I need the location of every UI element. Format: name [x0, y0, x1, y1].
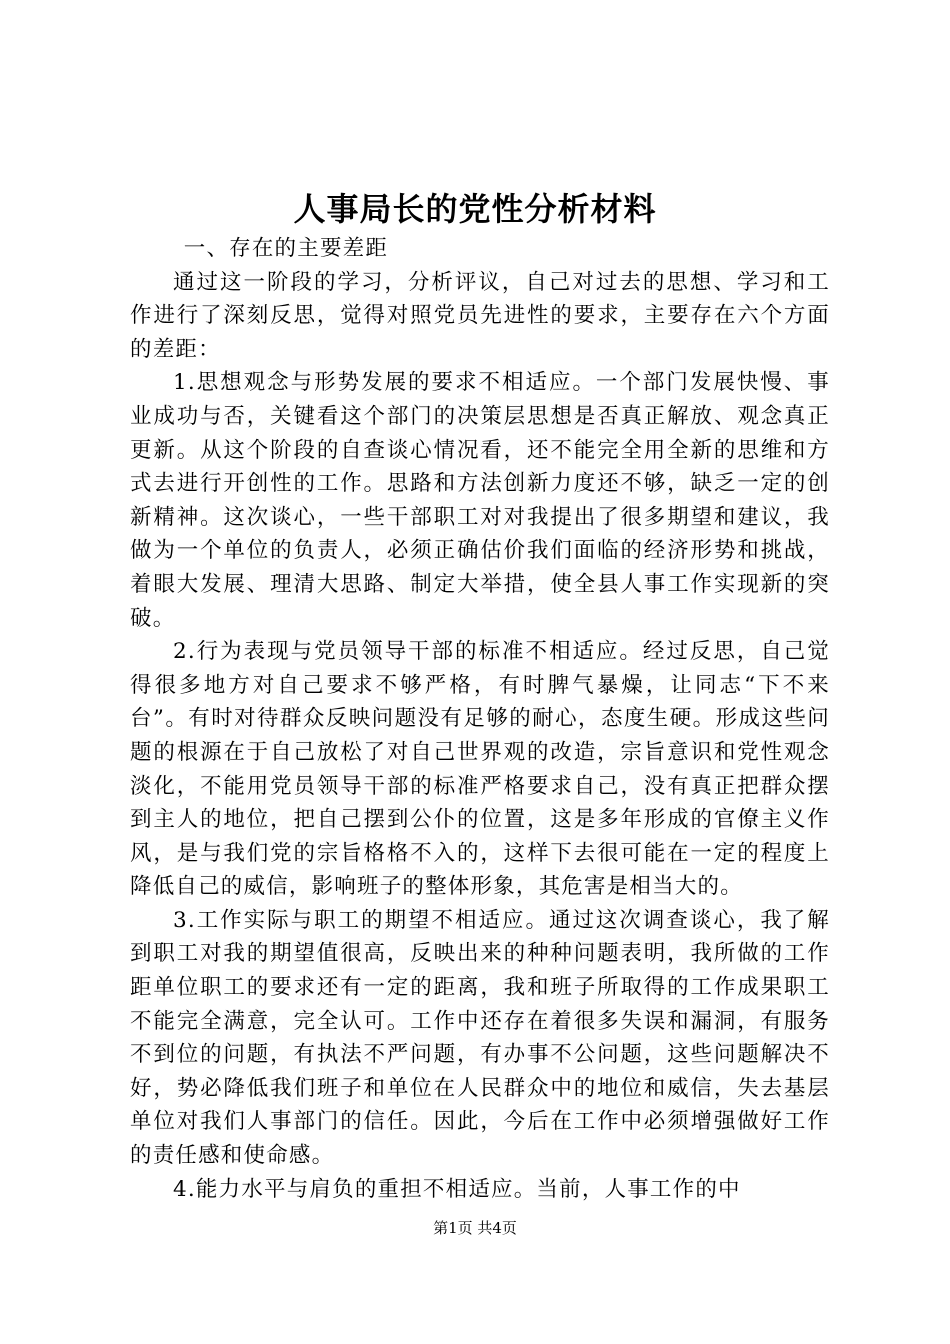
body-paragraph: 3.工作实际与职工的期望不相适应。通过这次调查谈心，我了解到职工对我的期望值很高，反映出来的种种问题表明，我所做的工作距单位职工的要求还有一定的距离，我和班子所取得的工作成果职工不能完全满意，完全认可。工作中还存在着很多失误和漏洞，有服务不到位的问题，有执法不严问题，有办事不公问题，这些问题解决不好，势必降低我们班子和单位在人民群众中的地位和威信，失去基层单位对我们人事部门的信任。因此，今后在工作中必须增强做好工作的责任感和使命感。 [130, 907, 830, 1169]
document-title: 人事局长的党性分析材料 [293, 190, 657, 228]
body-paragraph: 1.思想观念与形势发展的要求不相适应。一个部门发展快慢、事业成功与否，关键看这个部门的决策层思想是否真正解放、观念真正更新。从这个阶段的自查谈心情况看，还不能完全用全新的思维和方式去进行开创性的工作。思路和方法创新力度还不够，缺乏一定的创新精神。这次谈心，一些干部职工对对我提出了很多期望和建议，我做为一个单位的负责人，必须正确估价我们面临的经济形势和挑战，着眼大发展、理清大思路、制定大举措，使全县人事工作实现新的突破。 [130, 370, 830, 631]
page-number-footer: 第1页 共4页 [433, 1219, 517, 1237]
body-paragraph: 通过这一阶段的学习，分析评议，自己对过去的思想、学习和工作进行了深刻反思，觉得对照党员先进性的要求，主要存在六个方面的差距： [130, 269, 830, 362]
document-body [130, 232, 830, 1206]
body-paragraph: 2.行为表现与党员领导干部的标准不相适应。经过反思，自己觉得很多地方对自己要求不够严格，有时脾气暴燥，让同志“下不来台”。有时对待群众反映问题没有足够的耐心，态度生硬。形成这些问题的根源在于自己放松了对自己世界观的改造，宗旨意识和党性观念淡化，不能用党员领导干部的标准严格要求自己，没有真正把群众摆到主人的地位，把自己摆到公仆的位置，这是多年形成的官僚主义作风，是与我们党的宗旨格格不入的，这样下去很可能在一定的程度上降低自己的威信，影响班子的整体形象，其危害是相当大的。 [130, 639, 830, 900]
body-paragraph: 4.能力水平与肩负的重担不相适应。当前，人事工作的中 [173, 1176, 741, 1202]
section-heading: 一、存在的主要差距 [183, 236, 389, 261]
